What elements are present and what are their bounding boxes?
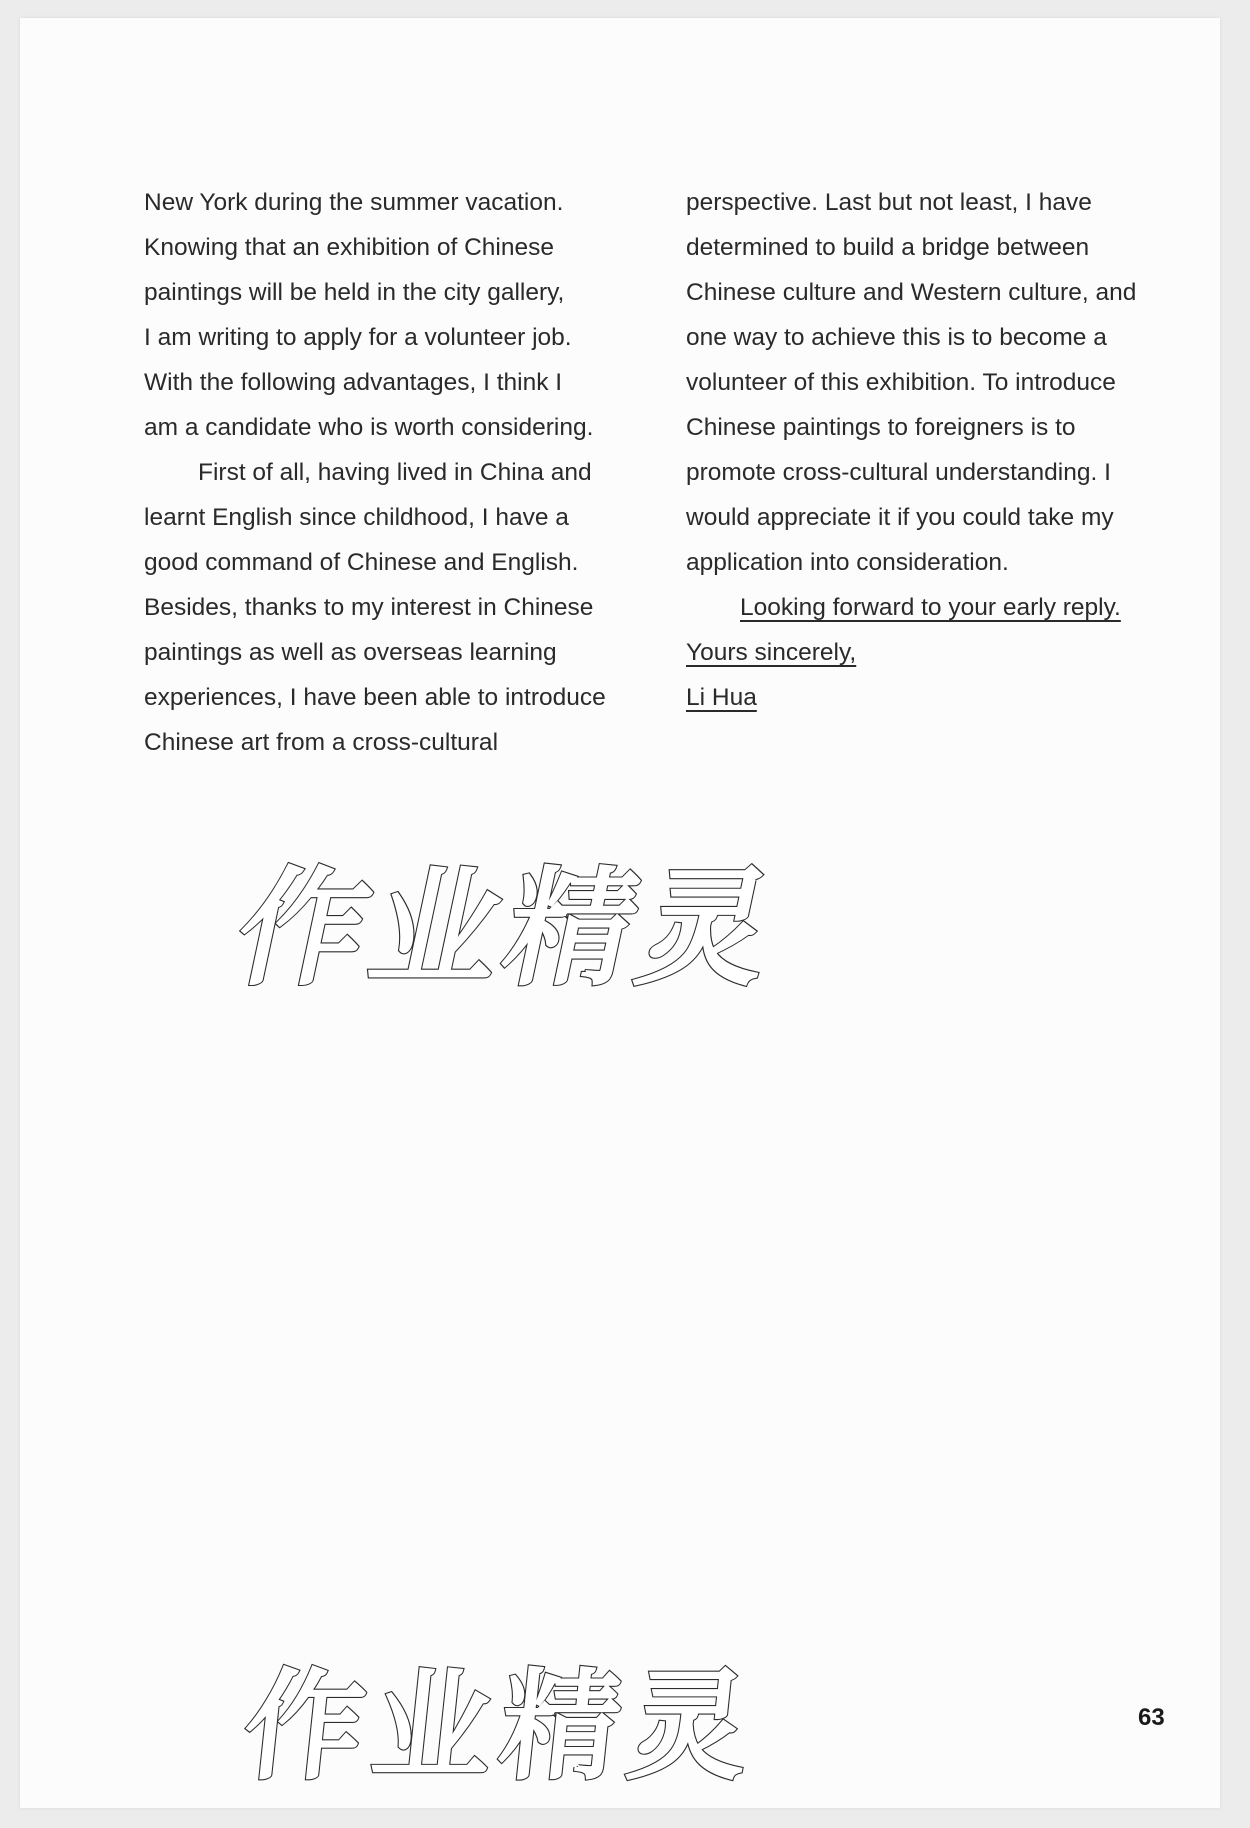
text-line: would appreciate it if you could take my bbox=[686, 504, 1114, 531]
text-line: Knowing that an exhibition of Chinese bbox=[144, 234, 554, 261]
watermark-text: 作业精灵 bbox=[237, 1657, 764, 1797]
text-line: paintings as well as overseas learning bbox=[144, 639, 557, 666]
text-line: Chinese paintings to foreigners is to bbox=[686, 414, 1076, 441]
text-line: good command of Chinese and English. bbox=[144, 549, 579, 576]
text-line: learnt English since childhood, I have a bbox=[144, 504, 569, 531]
sign-off bbox=[686, 630, 1206, 675]
text-line: New York during the summer vacation. bbox=[144, 189, 564, 216]
page-number: 63 bbox=[1138, 1704, 1165, 1731]
closing-remark-text: Looking forward to your early reply. bbox=[740, 594, 1121, 621]
text-line: volunteer of this exhibition. To introduce bbox=[686, 369, 1116, 396]
watermark-logo-middle bbox=[210, 833, 810, 1023]
closing-remark bbox=[686, 585, 1206, 630]
sign-off-text: Yours sincerely, bbox=[686, 639, 857, 666]
text-line: experiences, I have been able to introduce bbox=[144, 684, 606, 711]
paragraph-start-line: First of all, having lived in China and bbox=[198, 459, 592, 486]
watermark-logo-bottom bbox=[230, 1628, 790, 1798]
text-line: am a candidate who is worth considering. bbox=[144, 414, 594, 441]
text-line: promote cross-cultural understanding. I bbox=[686, 459, 1111, 486]
left-text-column bbox=[144, 180, 644, 765]
text-line: determined to build a bridge between bbox=[686, 234, 1090, 261]
right-text-column bbox=[686, 180, 1206, 720]
text-line: perspective. Last but not least, I have bbox=[686, 189, 1092, 216]
text-line: Chinese culture and Western culture, and bbox=[686, 279, 1137, 306]
watermark-text: 作业精灵 bbox=[223, 854, 792, 1004]
signature bbox=[686, 675, 1206, 720]
text-line: application into consideration. bbox=[686, 549, 1009, 576]
text-line: With the following advantages, I think I bbox=[144, 369, 563, 396]
document-page bbox=[20, 18, 1220, 1808]
text-line: paintings will be held in the city gallery, bbox=[144, 279, 565, 306]
signature-text: Li Hua bbox=[686, 684, 757, 711]
text-line: one way to achieve this is to become a bbox=[686, 324, 1107, 351]
text-line: Besides, thanks to my interest in Chinese bbox=[144, 594, 594, 621]
text-line: Chinese art from a cross-cultural bbox=[144, 729, 499, 756]
text-line: I am writing to apply for a volunteer job. bbox=[144, 324, 572, 351]
